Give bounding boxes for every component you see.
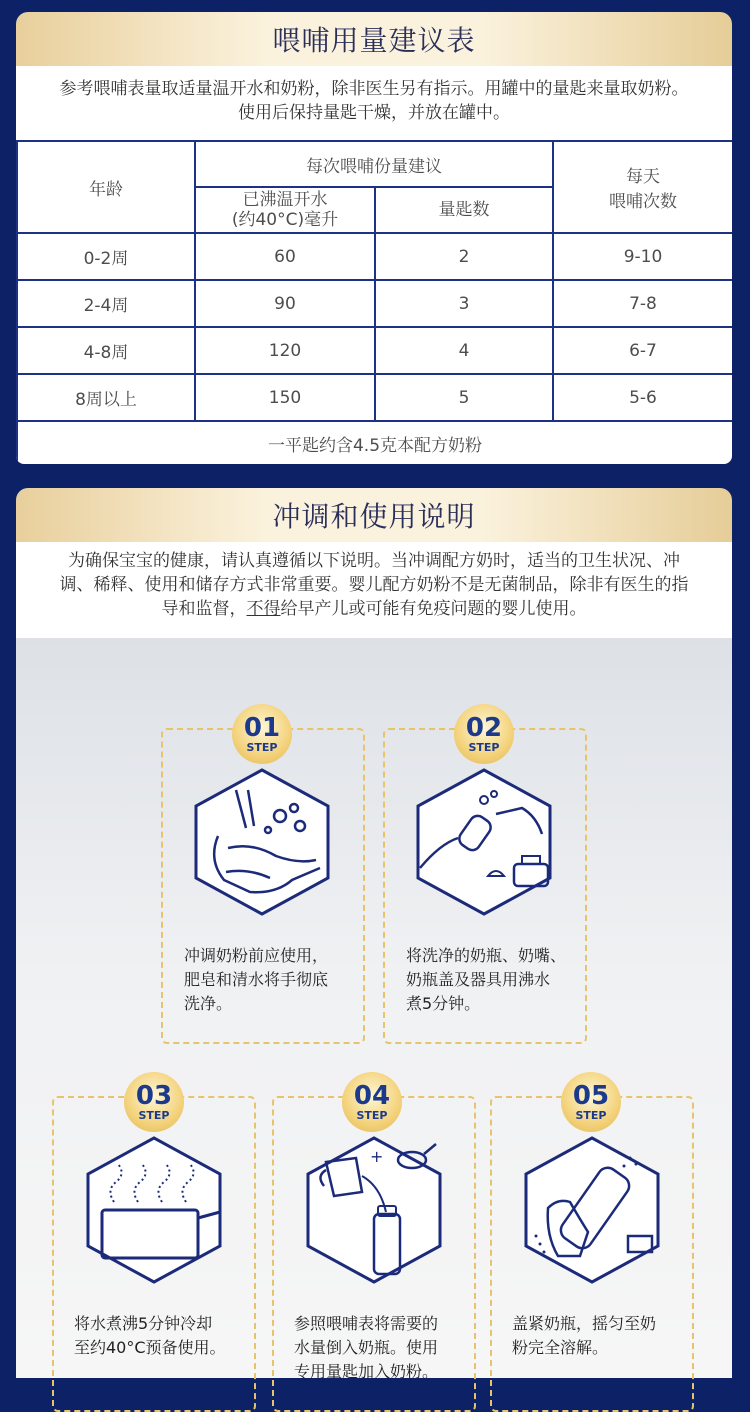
cell-daily: 6-7 <box>553 327 732 374</box>
step-number: 02 <box>465 713 503 743</box>
cell-water: 150 <box>195 374 375 421</box>
table-row <box>17 374 732 421</box>
table-row <box>17 280 732 327</box>
cell-scoops: 2 <box>375 233 553 280</box>
steps-area <box>16 638 732 1381</box>
intro-line-2: 使用后保持量匙干燥，并放在罐中。 <box>238 103 510 123</box>
instructions-intro-line2: 调、稀释、使用和储存方式非常重要。婴儿配方奶粉不是无菌制品，除非有医生的指 <box>59 575 689 595</box>
header-daily <box>553 141 732 233</box>
instructions-panel <box>16 488 732 1381</box>
step-label: STEP <box>138 1109 170 1122</box>
intro-line-1: 参考喂哺表量取适量温开水和奶粉，除非医生另有指示。用罐中的量匙来量取奶粉。 <box>59 79 689 99</box>
step-text-4 <box>294 1312 474 1384</box>
step-text-1 <box>184 944 364 1016</box>
instructions-title: 冲调和使用说明 <box>16 488 732 542</box>
boiling-pot-icon <box>80 1136 228 1284</box>
hand-washing-icon <box>188 768 336 916</box>
cell-scoops: 5 <box>375 374 553 421</box>
pour-water-powder-icon <box>300 1136 448 1284</box>
step-badge-4 <box>342 1072 402 1132</box>
step-text-line: 将水煮沸5分钟冷却 <box>74 1314 213 1333</box>
cell-age: 0-2周 <box>17 233 195 280</box>
cell-daily: 5-6 <box>553 374 732 421</box>
cell-age: 8周以上 <box>17 374 195 421</box>
header-daily-line2: 喂哺次数 <box>609 192 677 212</box>
feeding-table-panel <box>16 12 732 464</box>
header-water-line2: (约40°C)毫升 <box>231 210 339 230</box>
step-text-line: 参照喂哺表将需要的 <box>294 1314 439 1333</box>
header-water-line1: 已沸温开水 <box>242 190 328 210</box>
intro-line3-c: 给早产儿或可能有免疫问题的婴儿使用。 <box>280 599 587 619</box>
step-text-line: 至约40°C预备使用。 <box>74 1338 226 1357</box>
intro-line3-emphasis: 不得 <box>246 599 281 619</box>
cell-water: 60 <box>195 233 375 280</box>
cell-scoops: 4 <box>375 327 553 374</box>
instructions-intro-line1: 为确保宝宝的健康，请认真遵循以下说明。当冲调配方奶时，适当的卫生状况、冲 <box>68 551 680 571</box>
step-number: 04 <box>353 1081 391 1111</box>
feeding-table <box>16 140 732 464</box>
step-text-line: 冲调奶粉前应使用， <box>184 946 329 965</box>
step-text-line: 粉完全溶解。 <box>512 1338 609 1357</box>
step-text-line: 肥皂和清水将手彻底 <box>184 970 329 989</box>
step-text-line: 洗净。 <box>184 994 233 1013</box>
header-age: 年龄 <box>17 141 195 233</box>
header-scoops: 量匙数 <box>375 187 553 233</box>
table-row <box>17 233 732 280</box>
step-label: STEP <box>246 741 278 754</box>
step-text-line: 将洗净的奶瓶、奶嘴、 <box>406 946 567 965</box>
cell-water: 90 <box>195 280 375 327</box>
step-text-5 <box>512 1312 692 1360</box>
cell-age: 4-8周 <box>17 327 195 374</box>
cell-water: 120 <box>195 327 375 374</box>
step-number: 05 <box>572 1081 610 1111</box>
step-badge-1 <box>232 704 292 764</box>
feeding-table-title: 喂哺用量建议表 <box>16 12 732 66</box>
header-per-feed: 每次喂哺份量建议 <box>195 141 553 187</box>
table-row <box>17 327 732 374</box>
step-badge-2 <box>454 704 514 764</box>
feeding-table-body <box>16 66 732 464</box>
step-number: 03 <box>135 1081 173 1111</box>
cell-age: 2-4周 <box>17 280 195 327</box>
table-footnote: 一平匙约含4.5克本配方奶粉 <box>17 421 732 464</box>
step-label: STEP <box>575 1109 607 1122</box>
step-badge-3 <box>124 1072 184 1132</box>
cell-scoops: 3 <box>375 280 553 327</box>
step-number: 01 <box>243 713 281 743</box>
step-text-line: 盖紧奶瓶，摇匀至奶 <box>512 1314 657 1333</box>
step-text-line: 水量倒入奶瓶。使用 <box>294 1338 439 1357</box>
instructions-intro-line3 <box>16 597 732 621</box>
shake-bottle-icon <box>518 1136 666 1284</box>
sterilize-bottle-icon <box>410 768 558 916</box>
svg-text:+: + <box>370 1147 384 1166</box>
cell-daily: 9-10 <box>553 233 732 280</box>
step-label: STEP <box>468 741 500 754</box>
header-water <box>195 187 375 233</box>
step-text-2 <box>406 944 586 1016</box>
step-label: STEP <box>356 1109 388 1122</box>
instructions-intro <box>16 542 732 638</box>
step-text-3 <box>74 1312 254 1360</box>
step-text-line: 奶瓶盖及器具用沸水 <box>406 970 551 989</box>
header-daily-line1: 每天 <box>626 167 660 187</box>
step-text-line: 专用量匙加入奶粉。 <box>294 1362 439 1381</box>
step-text-line: 煮5分钟。 <box>406 994 481 1013</box>
intro-line3-a: 导和监督， <box>161 599 247 619</box>
cell-daily: 7-8 <box>553 280 732 327</box>
step-badge-5 <box>561 1072 621 1132</box>
feeding-table-intro <box>16 66 732 140</box>
